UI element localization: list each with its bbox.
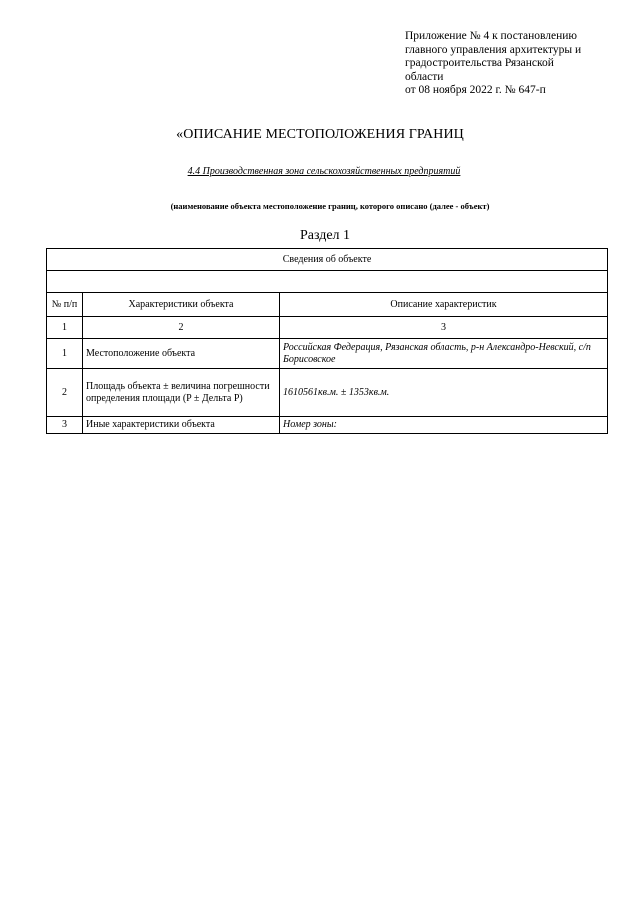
row-number: 1: [47, 339, 83, 369]
appendix-line: Приложение № 4 к постановлению: [405, 30, 578, 42]
row-number: 3: [47, 417, 83, 434]
appendix-line: от 08 ноября 2022 г. № 647-п: [405, 84, 546, 96]
row-characteristic: Иные характеристики объекта: [83, 417, 280, 434]
table-row: [47, 369, 608, 417]
column-number: 1: [47, 317, 83, 339]
table-heading: Сведения об объекте: [47, 249, 608, 271]
object-info-table: [46, 248, 608, 434]
appendix-line: главного управления архитектуры и: [405, 43, 582, 56]
column-header: Описание характеристик: [280, 293, 608, 317]
table-heading-row: [47, 249, 608, 271]
appendix-note: [405, 30, 630, 98]
document-title: «ОПИСАНИЕ МЕСТОПОЛОЖЕНИЯ ГРАНИЦ: [176, 127, 464, 142]
table-header-row: [47, 293, 608, 317]
row-description: Российская Федерация, Рязанская область, р-н Александро-Невский, с/п Борисовское: [280, 339, 608, 369]
row-number: 2: [47, 369, 83, 417]
column-header: № п/п: [47, 293, 83, 317]
row-description: 1610561кв.м. ± 1353кв.м.: [280, 369, 608, 417]
column-header: Характеристики объекта: [83, 293, 280, 317]
table-row: [47, 339, 608, 369]
appendix-line: градостроительства Рязанской: [405, 57, 554, 69]
row-characteristic: Площадь объекта ± величина погрешности определения площади (P ± Дельта P): [83, 369, 280, 417]
object-name: 4.4 Производственная зона сельскохозяйственных предприятий: [187, 166, 461, 177]
column-number: 3: [280, 317, 608, 339]
column-number: 2: [83, 317, 280, 339]
object-caption: (наименование объекта местоположение границ, которого описано (далее - объект): [170, 201, 490, 211]
row-characteristic: Местоположение объекта: [83, 339, 280, 369]
row-description: Номер зоны:: [280, 417, 608, 434]
object-name-line: [0, 166, 640, 177]
empty-cell: [47, 271, 608, 293]
table-numbering-row: [47, 317, 608, 339]
table-empty-row: [47, 271, 608, 293]
appendix-line: области: [405, 70, 444, 83]
table-row: [47, 417, 608, 434]
section-title: Раздел 1: [299, 228, 351, 243]
